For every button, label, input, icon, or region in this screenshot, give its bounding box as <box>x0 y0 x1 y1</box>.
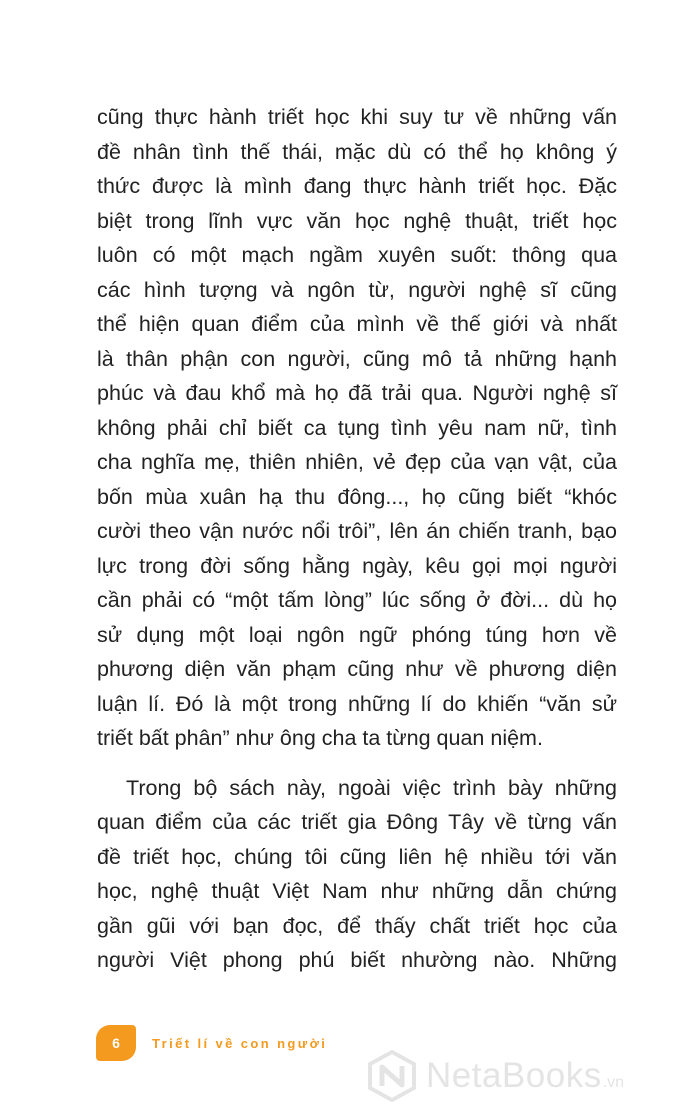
text-line: phương diện văn phạm cũng như về phương diện <box>97 657 617 681</box>
text-line: đề triết học, chúng tôi cũng liên hệ nhiều tới văn <box>97 844 617 869</box>
text-line: học, nghệ thuật Việt Nam như những dẫn chứng <box>97 879 617 903</box>
text-line: cha nghĩa mẹ, thiên nhiên, vẻ đẹp của vạn vật, của <box>97 450 617 474</box>
body-paragraph-1 <box>97 100 617 756</box>
text-line: thể hiện quan điểm của mình về thế giới và nhất <box>97 312 617 336</box>
text-line: quan điểm của các triết gia Đông Tây về từng vấn <box>97 810 617 834</box>
page-number-badge <box>96 1025 136 1061</box>
text-line: cười theo vận nước nổi trôi”, lên án chiến tranh, bạo <box>97 519 617 543</box>
text-line: lực trong đời sống hằng ngày, kêu gọi mọi người <box>97 553 617 578</box>
text-line: triết bất phân” như ông cha ta từng quan niệm. <box>97 726 543 750</box>
text-line: cần phải có “một tấm lòng” lúc sống ở đời... dù họ <box>97 588 617 612</box>
text-line: luôn có một mạch ngầm xuyên suốt: thông qua <box>97 243 617 267</box>
body-paragraph-2 <box>97 771 617 978</box>
text-line: gần gũi với bạn đọc, để thấy chất triết học của <box>97 913 617 938</box>
watermark-text: NetaBooks <box>426 1056 602 1095</box>
text-line: phúc và đau khổ mà họ đã trải qua. Người nghệ sĩ <box>97 381 617 405</box>
text-line: đề nhân tình thế thái, mặc dù có thể họ không ý <box>97 139 617 164</box>
text-line: không phải chỉ biết ca tụng tình yêu nam nữ, tình <box>97 415 617 440</box>
text-line: luận lí. Đó là một trong những lí do khiến “văn sử <box>97 691 617 716</box>
text-line: bốn mùa xuân hạ thu đông..., họ cũng biết “khóc <box>97 484 617 509</box>
page-footer <box>96 1025 327 1061</box>
text-line: thức được là mình đang thực hành triết học. Đặc <box>97 174 617 198</box>
text-line: người Việt phong phú biết nhường nào. Những <box>97 948 617 972</box>
text-line: cũng thực hành triết học khi suy tư về những vấn <box>97 105 617 129</box>
page-body <box>97 100 617 978</box>
text-line: là thân phận con người, cũng mô tả những hạnh <box>97 346 617 371</box>
watermark <box>366 1050 624 1102</box>
text-line: sử dụng một loại ngôn ngữ phóng túng hơn về <box>97 622 617 647</box>
running-title: Triết lí về con người <box>152 1035 328 1051</box>
netabooks-logo-icon <box>366 1050 418 1102</box>
text-line: biệt trong lĩnh vực văn học nghệ thuật, triết học <box>97 208 617 233</box>
page-number: 6 <box>112 1035 120 1051</box>
text-line: Trong bộ sách này, ngoài việc trình bày những <box>126 775 617 800</box>
text-line: các hình tượng và ngôn từ, người nghệ sĩ cũng <box>97 277 617 302</box>
watermark-suffix: .vn <box>602 1074 625 1091</box>
